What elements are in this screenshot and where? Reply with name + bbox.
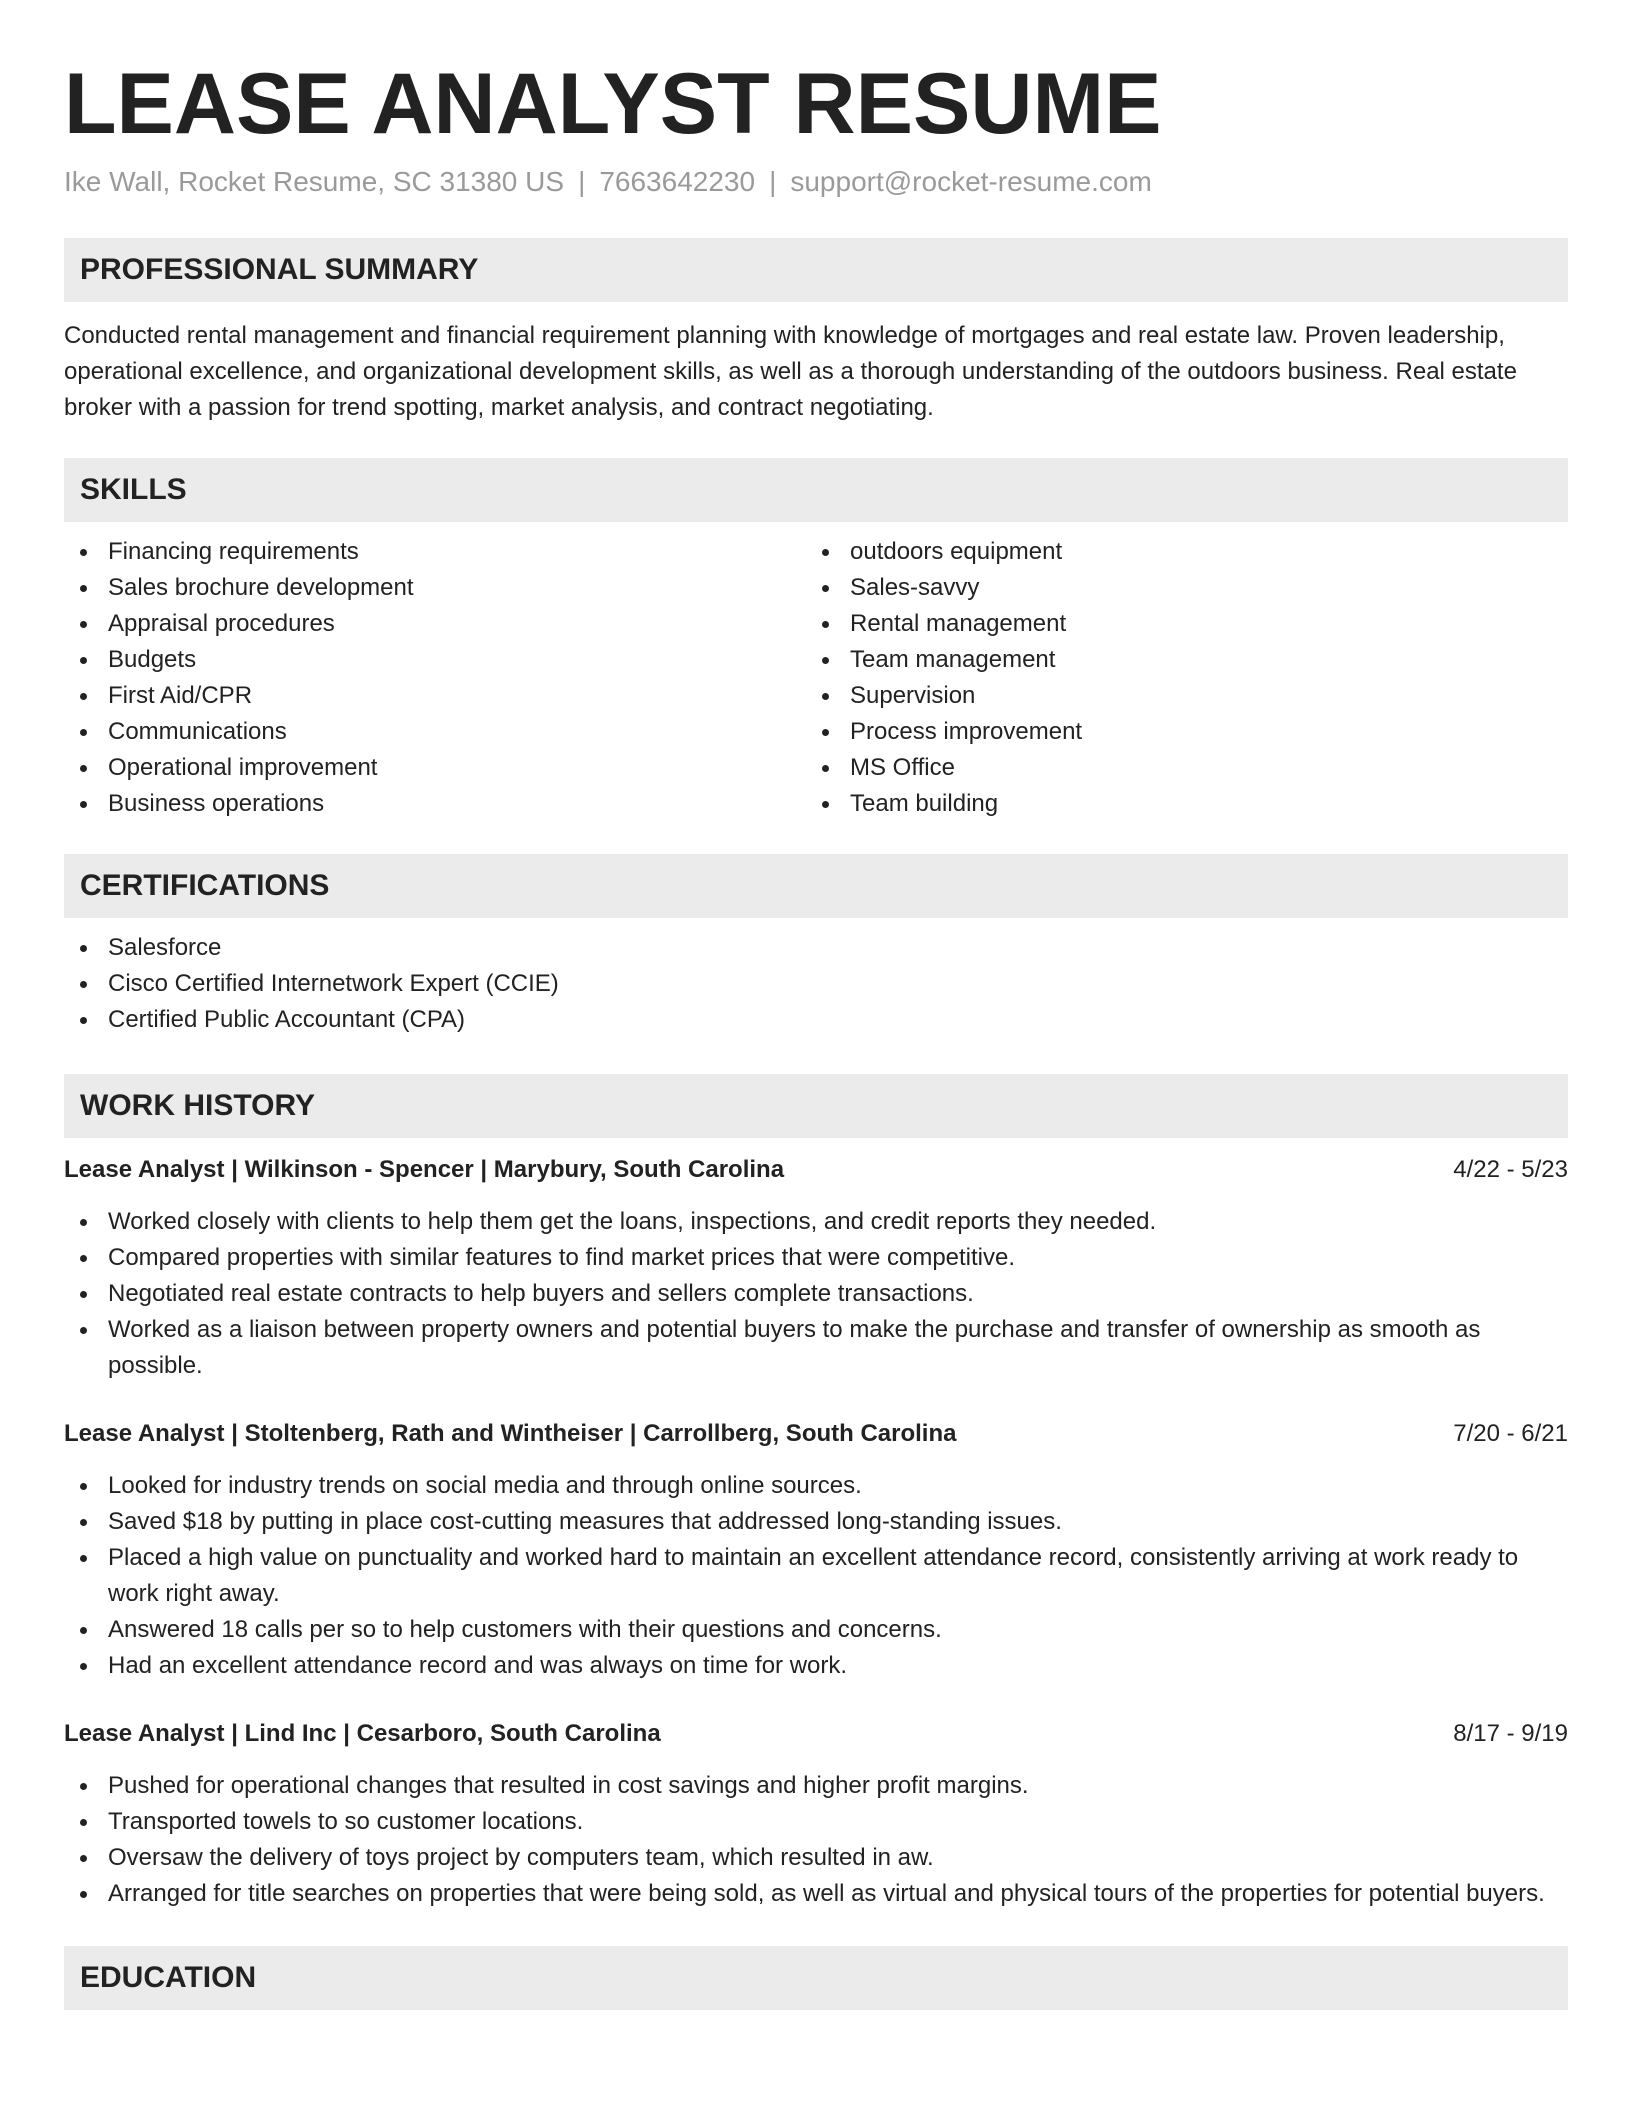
skills-list [64,534,1568,822]
summary-text: Conducted rental management and financial requirement planning with knowledge of mortgages and real estate law. Proven leadership, operational excellence, and organizational development skills, as well as a thorough understanding of the outdoors business. Real estate broker with a passion for trend spotting, market analysis, and contract negotiating. [64,322,1517,421]
contact-line [64,164,1568,200]
job-bullet: Arranged for title searches on properties that were being sold, as well as virtual and physical tours of the properties for potential buyers. [64,1876,1568,1912]
contact-separator: | [578,166,586,197]
job-bullet: Looked for industry trends on social media and through online sources. [64,1468,1568,1504]
job-bullets [64,1768,1568,1912]
job-bullet: Had an excellent attendance record and was always on time for work. [64,1648,1568,1684]
skills-column-left [64,534,806,822]
job-bullet: Negotiated real estate contracts to help buyers and sellers complete transactions. [64,1276,1568,1312]
skill-item: MS Office [806,750,1548,786]
skill-item: outdoors equipment [806,534,1548,570]
job-bullet: Compared properties with similar features to find market prices that were competitive. [64,1240,1568,1276]
job-bullet: Placed a high value on punctuality and worked hard to maintain an excellent attendance record, consistently arriving at work ready to work right away. [64,1540,1568,1612]
resume-title: LEASE ANALYST RESUME [64,56,1162,152]
education-heading: EDUCATION [64,1946,1568,2010]
certifications-heading: CERTIFICATIONS [64,854,1568,918]
resume-page [64,0,1568,2010]
skill-item: Communications [64,714,806,750]
job-bullets [64,1468,1568,1684]
contact-separator: | [769,166,777,197]
skill-item: First Aid/CPR [64,678,806,714]
job-dates: 8/17 - 9/19 [1453,1720,1568,1747]
summary-heading: PROFESSIONAL SUMMARY [64,238,1568,302]
skill-item: Budgets [64,642,806,678]
skill-item: Sales brochure development [64,570,806,606]
job-dates: 4/22 - 5/23 [1453,1156,1568,1183]
certifications-list [64,930,1568,1038]
work-history-heading: WORK HISTORY [64,1074,1568,1138]
skill-item: Business operations [64,786,806,822]
job-entry [64,1416,1568,1684]
job-bullet: Worked as a liaison between property owners and potential buyers to make the purchase and transfer of ownership as smooth as possible. [64,1312,1568,1384]
job-title: Lease Analyst | Wilkinson - Spencer | Marybury, South Carolina [64,1156,785,1183]
skill-item: Process improvement [806,714,1548,750]
job-bullets [64,1204,1568,1384]
job-bullet: Worked closely with clients to help them get the loans, inspections, and credit reports they needed. [64,1204,1568,1240]
contact-phone: 7663642230 [599,166,756,197]
job-entry [64,1152,1568,1384]
job-title: Lease Analyst | Stoltenberg, Rath and Wintheiser | Carrollberg, South Carolina [64,1420,957,1447]
job-bullet: Answered 18 calls per so to help customers with their questions and concerns. [64,1612,1568,1648]
job-title: Lease Analyst | Lind Inc | Cesarboro, South Carolina [64,1720,661,1747]
skills-heading: SKILLS [64,458,1568,522]
skill-item: Supervision [806,678,1548,714]
job-header [64,1416,1568,1452]
skill-item: Appraisal procedures [64,606,806,642]
contact-email: support@rocket-resume.com [790,166,1152,197]
skill-item: Sales-savvy [806,570,1548,606]
skill-item: Team management [806,642,1548,678]
job-bullet: Saved $18 by putting in place cost-cutting measures that addressed long-standing issues. [64,1504,1568,1540]
job-dates: 7/20 - 6/21 [1453,1420,1568,1447]
job-entry [64,1716,1568,1912]
job-header [64,1716,1568,1752]
skills-column-right [806,534,1548,822]
job-bullet: Oversaw the delivery of toys project by computers team, which resulted in aw. [64,1840,1568,1876]
certification-item: Cisco Certified Internetwork Expert (CCIE) [64,966,1568,1002]
job-bullet: Transported towels to so customer locations. [64,1804,1568,1840]
skill-item: Team building [806,786,1548,822]
job-header [64,1152,1568,1188]
contact-address: Ike Wall, Rocket Resume, SC 31380 US [64,166,565,197]
job-bullet: Pushed for operational changes that resulted in cost savings and higher profit margins. [64,1768,1568,1804]
skill-item: Operational improvement [64,750,806,786]
skill-item: Financing requirements [64,534,806,570]
certification-item: Certified Public Accountant (CPA) [64,1002,1568,1038]
skill-item: Rental management [806,606,1548,642]
certification-item: Salesforce [64,930,1568,966]
